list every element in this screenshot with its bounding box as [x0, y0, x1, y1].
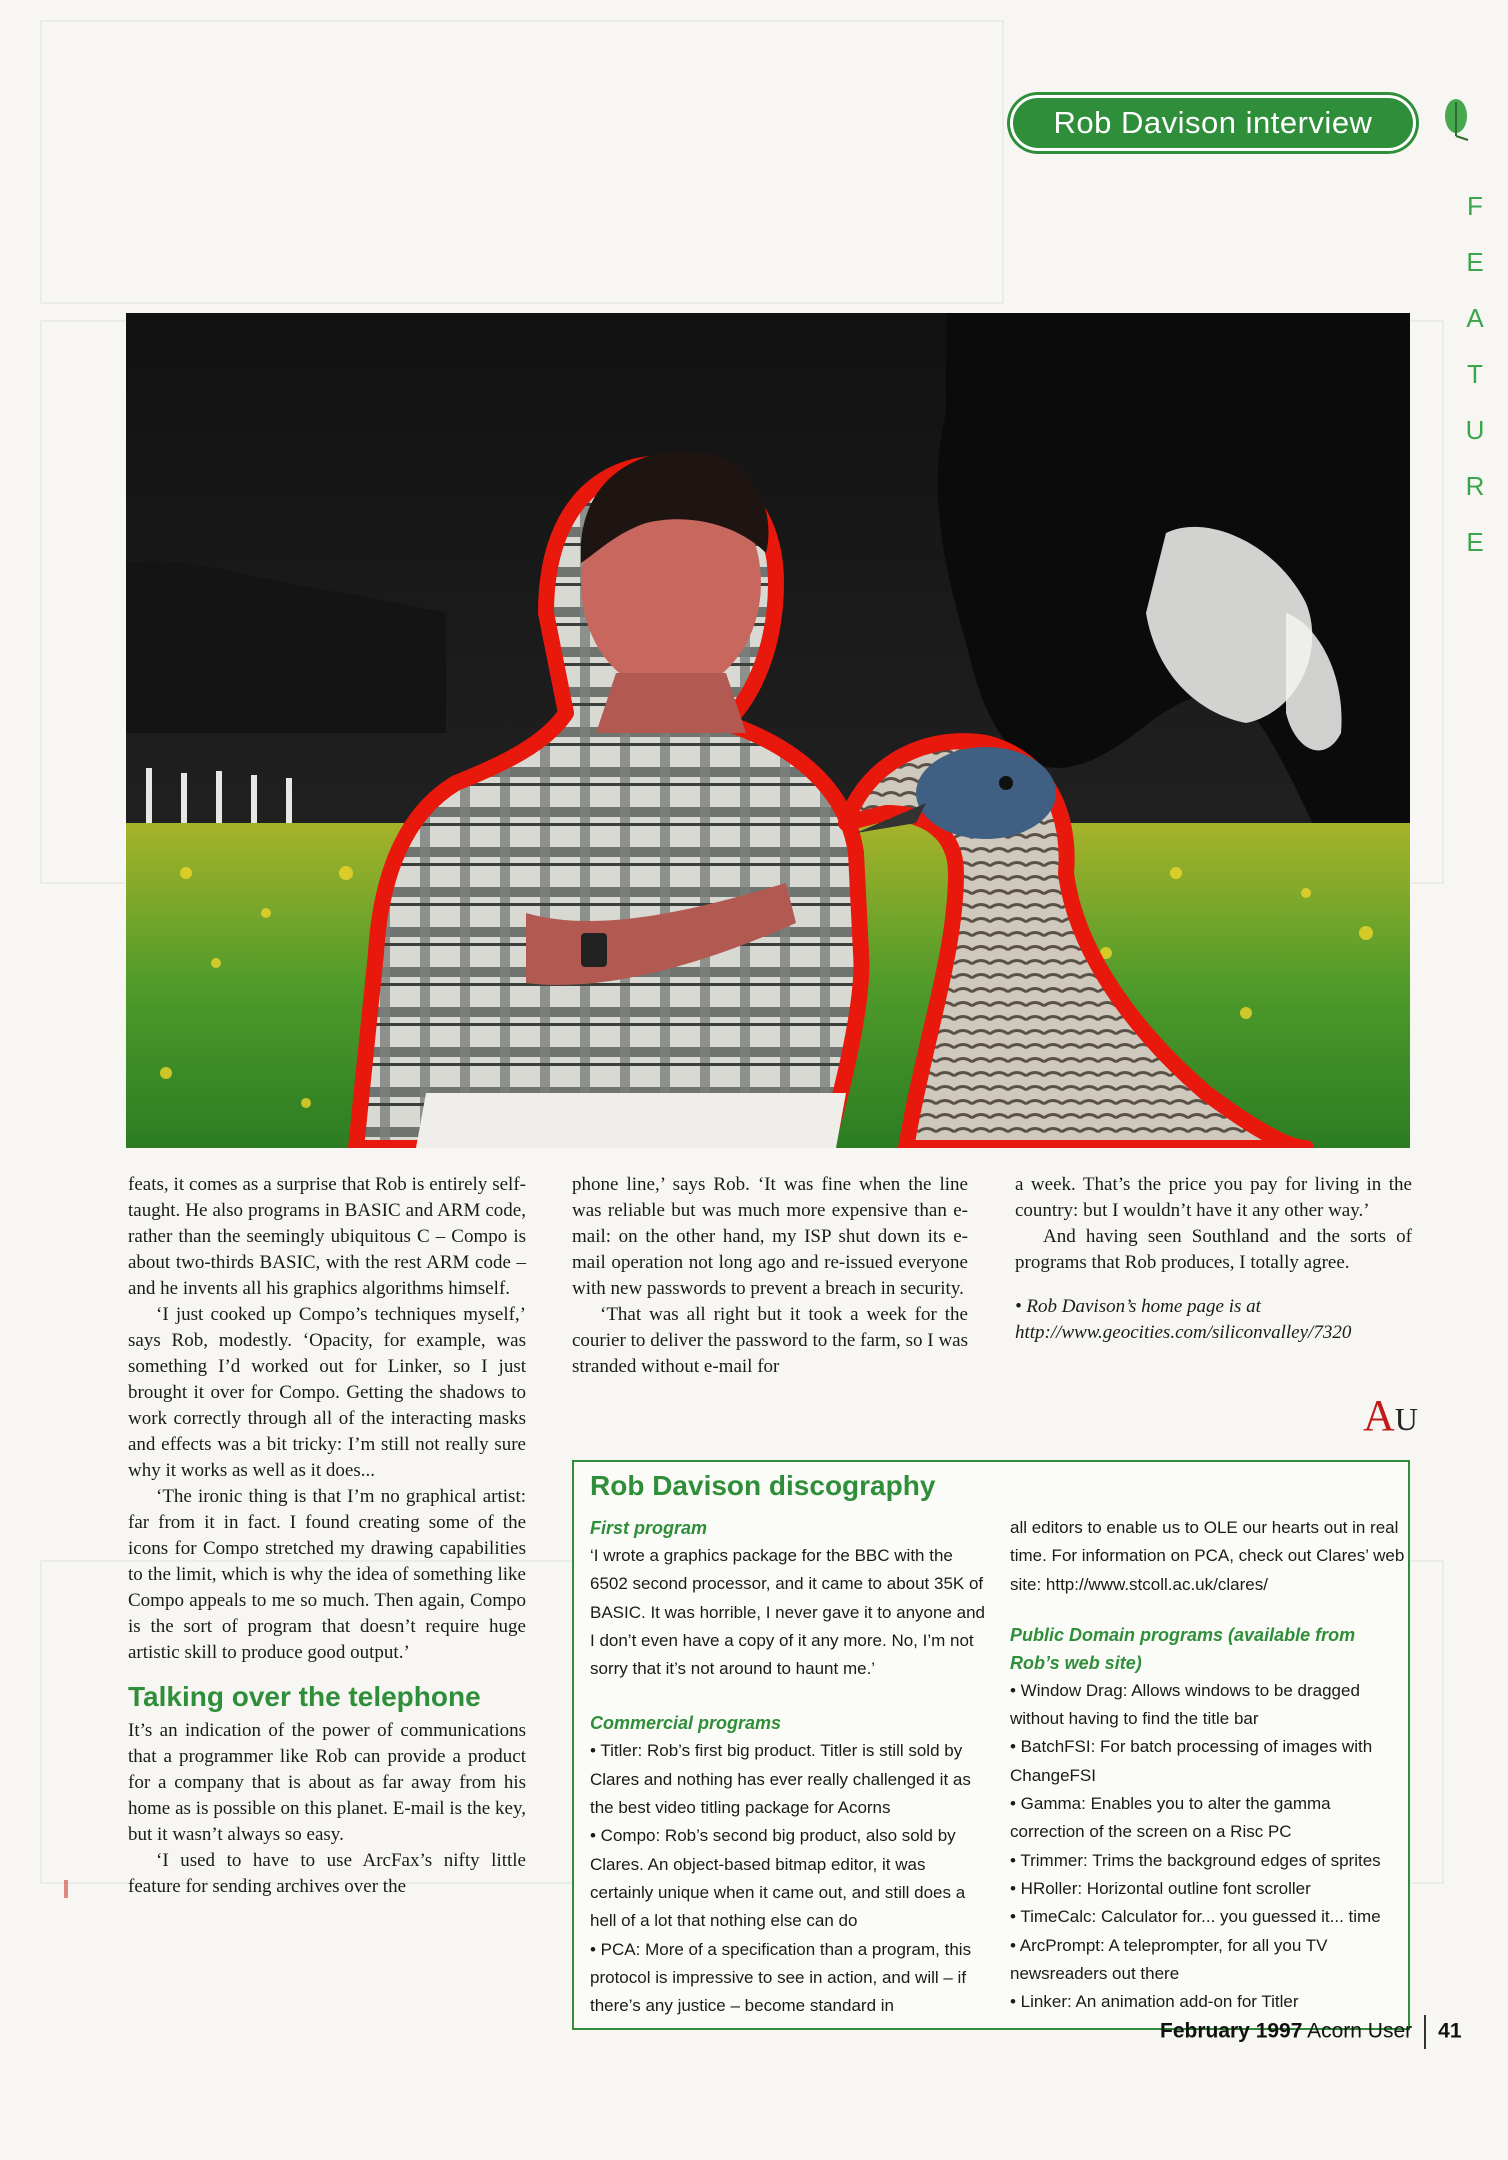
margin-mark — [64, 1880, 68, 1898]
list-item: • Gamma: Enables you to alter the gamma correction of the screen on a Risc PC — [1010, 1794, 1331, 1842]
feature-letter: R — [1465, 471, 1485, 501]
pd-list — [1010, 1677, 1405, 2017]
footer-date: February 1997 — [1160, 2019, 1303, 2043]
pca-continuation: all editors to enable us to OLE our hearts out in real time. For information on PCA, check out Clares’ web site: http://www.stcoll.ac.uk/clares/ — [1010, 1518, 1405, 1594]
feature-letter: E — [1466, 247, 1484, 277]
list-item: • PCA: More of a specification than a program, this protocol is impressive to see in action, and will – if there’s any justice – become standard in — [590, 1939, 972, 2016]
article-paragraph: a week. That’s the price you pay for living in the country: but I wouldn’t have it any other way.’ — [1015, 1174, 1412, 1221]
pd-heading: Public Domain programs (available from Rob’s web site) — [1010, 1624, 1356, 1673]
list-item: • BatchFSI: For batch processing of images with ChangeFSI — [1010, 1737, 1373, 1785]
discography-left-column — [590, 1514, 985, 2020]
discography-title: Rob Davison discography — [590, 1470, 936, 1501]
feature-letter: E — [1466, 527, 1484, 557]
list-item: • Linker: An animation add-on for Titler — [1010, 1992, 1299, 2012]
homepage-note: • Rob Davison’s home page is at http://www.geocities.com/siliconvalley/7320 — [1015, 1296, 1352, 1343]
list-item: • Titler: Rob’s first big product. Titler is still sold by Clares and nothing has ever really challenged it as the best video titling package for Acorns — [590, 1741, 971, 1818]
article-photo — [126, 313, 1410, 1148]
feature-letter: A — [1466, 303, 1484, 333]
article-paragraph: ‘I used to have to use ArcFax’s nifty little feature for sending archives over the — [128, 1850, 526, 1897]
first-program-text: ‘I wrote a graphics package for the BBC with the 6502 second processor, and it came to about 35K of BASIC. It was horrible, I never gave it to anyone and I don’t even have a copy of it any more. No, I’m not sorry that it’s not around to haunt me.’ — [590, 1546, 985, 1679]
au-logo-u: U — [1394, 1401, 1418, 1437]
article-paragraph: ‘The ironic thing is that I’m no graphical artist: far from it in fact. I found creating some of the icons for Compo stretched my drawing capabilities to the limit, which is why the idea of something like Compo appeals to me so much. Then again, Compo is the sort of program that doesn’t require huge artistic skill to produce good output.’ — [128, 1486, 526, 1663]
list-item: • HRoller: Horizontal outline font scroller — [1010, 1878, 1311, 1898]
person-with-emu-photo-icon — [126, 313, 1410, 1148]
commercial-list — [590, 1737, 985, 2020]
article-column-3 — [1015, 1172, 1412, 1346]
article-column-1 — [128, 1172, 526, 1900]
commercial-heading: Commercial programs — [590, 1713, 782, 1734]
au-logo-a: A — [1363, 1391, 1395, 1440]
article-paragraph: And having seen Southland and the sorts of programs that Rob produces, I totally agree. — [1015, 1226, 1412, 1273]
list-item: • Window Drag: Allows windows to be dragged without having to find the title bar — [1010, 1680, 1360, 1729]
subheading: Talking over the telephone — [128, 1681, 481, 1712]
article-column-2 — [572, 1172, 968, 1380]
au-logo — [1363, 1390, 1418, 1441]
feature-vertical-label — [1460, 178, 1490, 570]
footer-divider — [1424, 2015, 1426, 2049]
feature-letter: T — [1467, 359, 1483, 389]
feature-letter: F — [1467, 191, 1483, 221]
list-item: • Compo: Rob’s second big product, also sold by Clares. An object-based bitmap editor, it was certainly unique when it came out, and still does a hell of a lot that nothing else can do — [590, 1826, 966, 1931]
feature-letter: U — [1465, 415, 1485, 445]
article-paragraph: phone line,’ says Rob. ‘It was fine when the line was reliable but was much more expensive than e-mail: on the other hand, my ISP shut down its e-mail operation not long ago and re-issued everyone with new passwords to prevent a breach in security. — [572, 1174, 968, 1299]
article-paragraph: feats, it comes as a surprise that Rob is entirely self-taught. He also programs in BASIC and ARM code, rather than the seemingly ubiquitous C – Compo is about two-thirds BASIC, with the rest ARM code – and he invents all his graphics algorithms himself. — [128, 1174, 526, 1299]
list-item: • Trimmer: Trims the background edges of sprites — [1010, 1850, 1381, 1870]
page-number: 41 — [1438, 2019, 1462, 2043]
article-paragraph: ‘I just cooked up Compo’s techniques myself,’ says Rob, modestly. ‘Opacity, for example, was something I’d worked out for Linker, so I just brought it over for Compo. Getting the shadows to work correctly through all of the interacting masks and effects was a bit tricky: I’m still not really sure why it works as well as it does... — [128, 1304, 526, 1481]
list-item: • TimeCalc: Calculator for... you guessed it... time — [1010, 1907, 1381, 1927]
footer-magazine: Acorn User — [1307, 2019, 1413, 2043]
first-program-heading: First program — [590, 1518, 708, 1538]
list-item: • ArcPrompt: A teleprompter, for all you TV newsreaders out there — [1010, 1935, 1328, 1983]
discography-right-column — [1010, 1514, 1405, 2016]
section-label: Rob Davison interview — [1010, 95, 1416, 151]
discography-box — [572, 1460, 1410, 2030]
leaf-icon — [1440, 96, 1474, 142]
article-paragraph: ‘That was all right but it took a week for the courier to deliver the password to the farm, so I was stranded without e-mail for — [572, 1304, 968, 1377]
page-footer — [1160, 2015, 1462, 2049]
article-paragraph: It’s an indication of the power of communications that a programmer like Rob can provide a product for a company that is about as far away from his home as is possible on this planet. E-mail is the key, but it wasn’t always so easy. — [128, 1720, 526, 1845]
